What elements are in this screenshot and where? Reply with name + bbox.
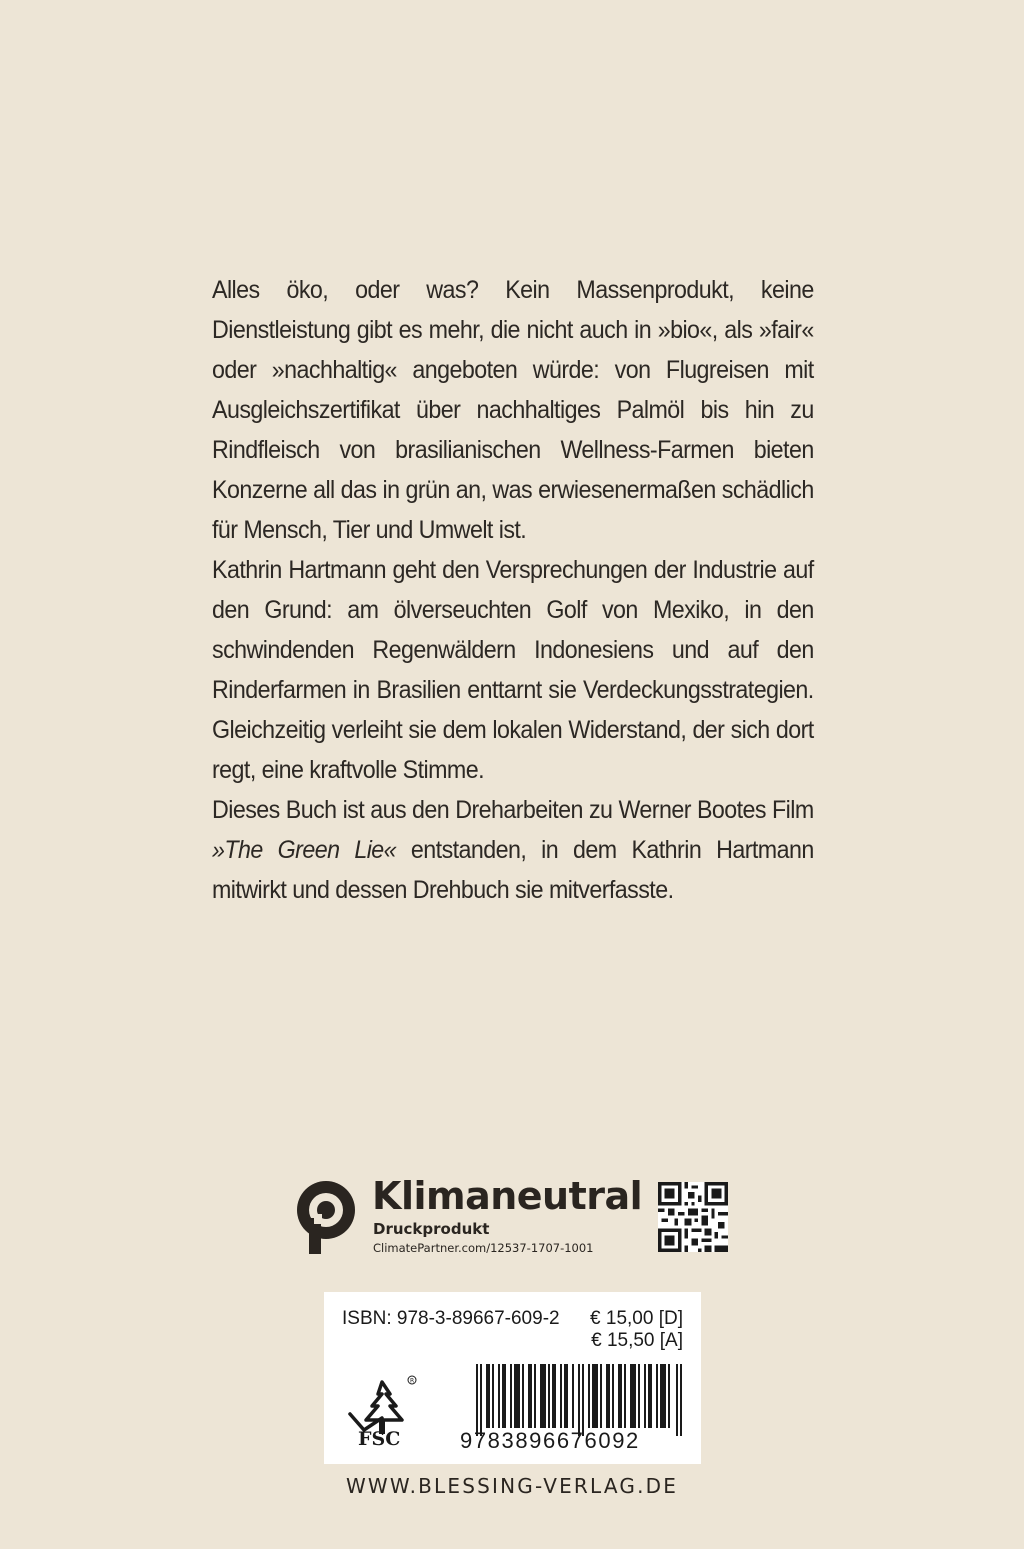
qr-code-icon: [658, 1182, 728, 1252]
fsc-label: FSC: [358, 1428, 401, 1450]
blurb-paragraph-2: Kathrin Hartmann geht den Versprechungen der Industrie auf den Grund: am ölverseuchten Golf von Mexiko, in den schwindenden Regenwäldern Indonesiens und auf den Rinderfarmen in Brasilien enttarnt sie Verdeckungsstrategien. Gleichzeitig verleiht sie dem lokalen Widerstand, der sich dort regt, eine kraftvolle Stimme.: [212, 556, 814, 784]
klimaneutral-subtitle: Druckprodukt: [373, 1220, 490, 1238]
back-cover-blurb: [212, 270, 814, 910]
isbn-price-box: [324, 1292, 701, 1464]
blurb-p3-end: entstanden, in dem Kathrin Hartmann mitwirkt und dessen Drehbuch sie mitverfasste.: [212, 836, 814, 904]
climatepartner-logo-icon: [292, 1178, 362, 1258]
isbn-number: ISBN: 978-3-89667-609-2: [342, 1308, 560, 1329]
blurb-paragraph-1: Alles öko, oder was? Kein Massenprodukt, keine Dienstleistung gibt es mehr, die nicht auch in »bio«, als »fair« oder »nachhaltig« angeboten würde: von Flugreisen mit Ausgleichszertifikat über nachhaltiges Palmöl bis hin zu Rindfleisch von brasilianischen Wellness-Farmen bieten Konzerne all das in grün an, was erwiesenermaßen schädlich für Mensch, Tier und Umwelt ist.: [212, 276, 814, 544]
barcode-digits: 9783896676092: [460, 1428, 640, 1453]
price-germany: € 15,00 [D]: [590, 1308, 683, 1329]
price-austria: € 15,50 [A]: [591, 1330, 683, 1351]
film-title: »The Green Lie«: [212, 836, 397, 864]
blurb-paragraph-3: [212, 790, 814, 910]
climatepartner-url: ClimatePartner.com/12537-1707-1001: [373, 1241, 594, 1255]
blurb-p3-start: Dieses Buch ist aus den Dreharbeiten zu Werner Bootes Film: [212, 796, 814, 824]
klimaneutral-title: Klimaneutral: [372, 1174, 643, 1218]
klimaneutral-badge: [292, 1174, 732, 1260]
publisher-website: WWW.BLESSING-VERLAG.DE: [345, 1474, 679, 1498]
barcode-icon: [476, 1364, 686, 1436]
svg-text:R: R: [410, 1377, 415, 1385]
